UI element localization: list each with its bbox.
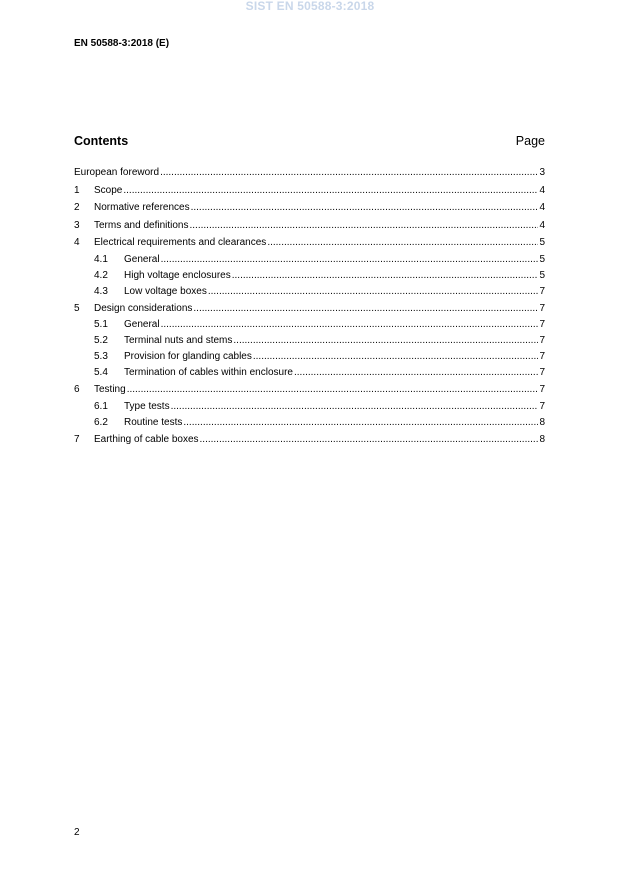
toc-entry-page: 7 [539, 384, 545, 395]
toc-entry-page: 8 [539, 433, 545, 445]
toc-dot-leader [127, 381, 539, 399]
toc-entry[interactable] [74, 268, 545, 284]
toc-dot-leader [267, 234, 538, 252]
toc-entry-title: Scope [94, 184, 123, 196]
toc-entry-number: 5.4 [94, 367, 108, 378]
toc-dot-leader [160, 164, 538, 182]
toc-entry-title: Provision for glanding cables [124, 351, 252, 362]
toc-entry-page: 4 [539, 202, 545, 213]
toc-entry[interactable] [74, 431, 545, 449]
document-identifier: EN 50588-3:2018 (E) [74, 38, 170, 49]
toc-dot-leader [200, 431, 539, 449]
toc-entry[interactable] [74, 381, 545, 399]
toc-entry[interactable] [74, 234, 545, 252]
toc-entry-page: 7 [539, 285, 545, 297]
toc-entry-title: Design considerations [94, 302, 193, 314]
toc-entry-number: 6 [74, 384, 80, 395]
toc-entry[interactable] [74, 182, 545, 200]
toc-dot-leader [161, 252, 539, 268]
toc-entry-title: General [124, 253, 160, 265]
toc-entry-title: Terms and definitions [94, 219, 189, 231]
watermark: SIST EN 50588-3:2018 [245, 0, 375, 13]
toc-entry-title: Low voltage boxes [124, 285, 207, 297]
toc-dot-leader [171, 399, 539, 415]
toc-entry[interactable] [74, 284, 545, 300]
toc-entry[interactable] [74, 365, 545, 381]
page-column-label: Page [515, 134, 545, 148]
toc-entry-number: 4.3 [94, 285, 108, 297]
toc-dot-leader [191, 199, 539, 217]
toc-entry-title: Terminal nuts and stems [124, 335, 233, 346]
contents-title: Contents [74, 134, 129, 148]
toc-entry-title: Termination of cables within enclosure [124, 367, 293, 378]
toc-entry-number: 5.3 [94, 351, 108, 362]
toc-entry[interactable] [74, 199, 545, 217]
toc-entry-number: 5.2 [94, 335, 108, 346]
toc-entry[interactable] [74, 217, 545, 235]
toc-entry-number: 6.1 [94, 400, 108, 412]
toc-entry-number: 1 [74, 184, 80, 196]
toc-entry-page: 5 [539, 269, 545, 281]
toc-entry-page: 4 [539, 219, 545, 231]
toc-entry-title: General [124, 319, 160, 330]
toc-entry-page: 3 [539, 167, 545, 178]
toc-entry[interactable] [74, 252, 545, 268]
toc-entry-number: 4.2 [94, 269, 108, 281]
contents-header [74, 134, 545, 148]
toc-entry-number: 5.1 [94, 319, 108, 330]
toc-dot-leader [208, 284, 539, 300]
toc-entry[interactable] [74, 164, 545, 182]
toc-dot-leader [190, 217, 539, 235]
toc-entry-number: 3 [74, 219, 80, 231]
toc-entry-page: 4 [539, 184, 545, 196]
toc-entry-title: High voltage enclosures [124, 269, 231, 281]
toc-entry-page: 7 [539, 367, 545, 378]
toc-entry-page: 7 [539, 335, 545, 346]
toc-dot-leader [193, 300, 538, 318]
toc-dot-leader [294, 365, 538, 381]
toc-entry-number: 5 [74, 302, 80, 314]
toc-entry[interactable] [74, 317, 545, 333]
toc-entry[interactable] [74, 333, 545, 349]
toc-entry-page: 7 [539, 302, 545, 314]
toc-entry-number: 7 [74, 433, 80, 445]
toc-entry-page: 7 [539, 351, 545, 362]
toc-entry-title: Earthing of cable boxes [94, 433, 199, 445]
toc-entry[interactable] [74, 415, 545, 431]
toc-entry[interactable] [74, 349, 545, 365]
toc-entry-title: Normative references [94, 202, 190, 213]
toc-entry-title: Type tests [124, 400, 170, 412]
toc-dot-leader [123, 182, 538, 200]
toc-entry-number: 4.1 [94, 253, 108, 265]
toc-dot-leader [253, 349, 539, 365]
toc-entry-page: 7 [539, 319, 545, 330]
toc-entry-number: 4 [74, 237, 80, 248]
toc-entry-page: 5 [539, 253, 545, 265]
toc-dot-leader [232, 268, 539, 284]
toc-entry-title: Electrical requirements and clearances [94, 237, 267, 248]
page-number: 2 [74, 827, 80, 838]
toc-entry-title: Routine tests [124, 416, 183, 428]
toc-entry-page: 5 [539, 237, 545, 248]
toc-entry-title: European foreword [74, 167, 160, 178]
toc-dot-leader [183, 415, 538, 431]
toc-dot-leader [233, 333, 538, 349]
toc-dot-leader [161, 317, 539, 333]
toc-entry[interactable] [74, 399, 545, 415]
toc-entry-page: 7 [539, 400, 545, 412]
toc-entry-page: 8 [539, 416, 545, 428]
table-of-contents [74, 164, 545, 448]
toc-entry[interactable] [74, 300, 545, 318]
toc-entry-number: 6.2 [94, 416, 108, 428]
toc-entry-number: 2 [74, 202, 80, 213]
toc-entry-title: Testing [94, 384, 126, 395]
